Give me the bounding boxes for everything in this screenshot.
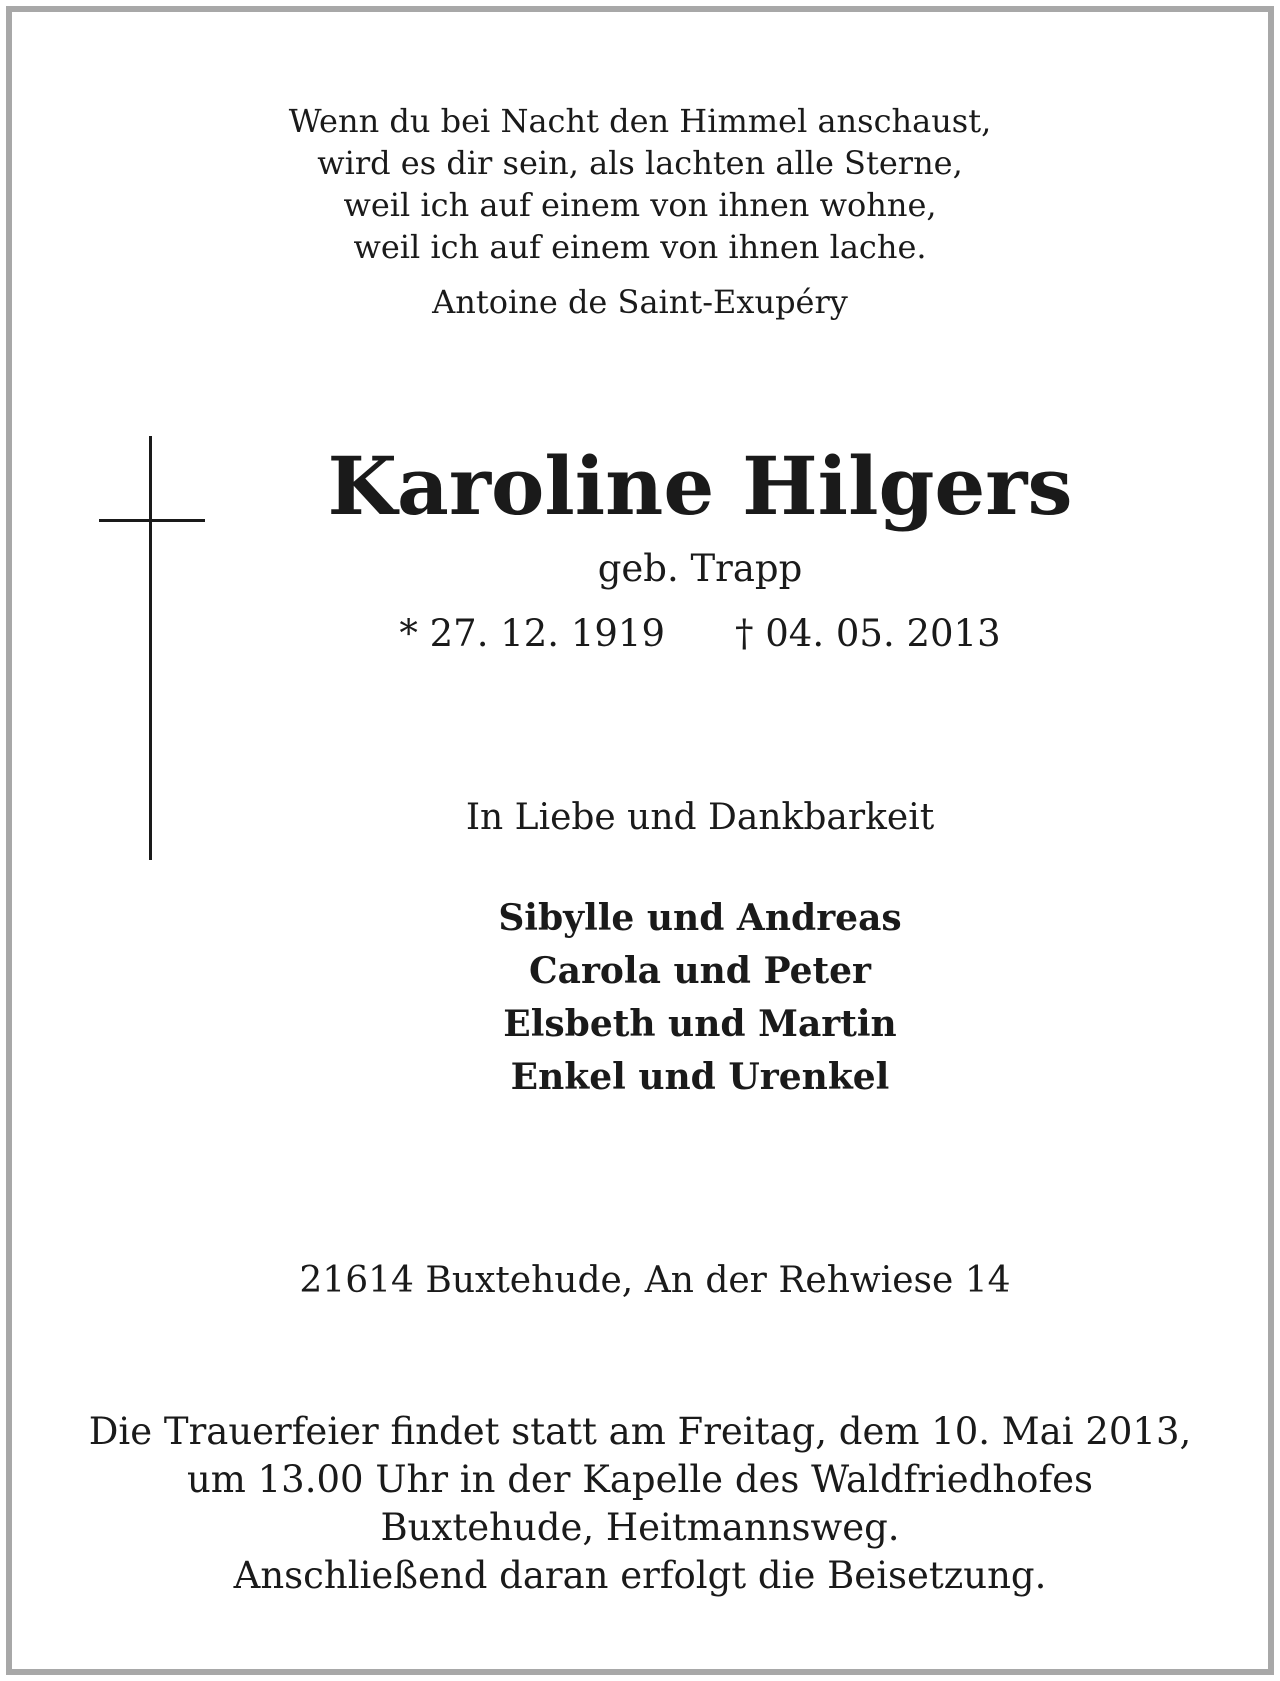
mourner: Elsbeth und Martin [503, 1003, 897, 1045]
poem-line: Wenn du bei Nacht den Himmel anschaust, [288, 102, 992, 140]
service-details [12, 1408, 1268, 1600]
service-line: Die Trauerfeier findet statt am Freitag, dem 10. Mai 2013, [88, 1410, 1192, 1453]
poem-line: weil ich auf einem von ihnen wohne, [343, 186, 937, 224]
poem-line: weil ich auf einem von ihnen lache. [353, 228, 927, 266]
poem-author: Antoine de Saint-Exupéry [432, 283, 848, 321]
obituary-notice [6, 6, 1274, 1675]
mourner: Sibylle und Andreas [498, 897, 902, 939]
death-date: † 04. 05. 2013 [735, 612, 1001, 655]
poem-line: wird es dir sein, als lachten alle Sterne, [317, 144, 963, 182]
life-dates [12, 612, 1268, 656]
thanks-line: In Liebe und Dankbarkeit [465, 797, 935, 838]
service-line: Buxtehude, Heitmannsweg. [380, 1506, 900, 1549]
mourner: Carola und Peter [528, 950, 872, 992]
address: 21614 Buxtehude, An der Rehwiese 14 [299, 1260, 1011, 1301]
maiden-name: geb. Trapp [597, 547, 803, 590]
birth-date: * 27. 12. 1919 [399, 612, 665, 655]
mourner: Enkel und Urenkel [510, 1056, 890, 1098]
mourners-list [12, 892, 1268, 1104]
service-line: Anschließend daran erfolgt die Beisetzung. [233, 1554, 1047, 1597]
service-line: um 13.00 Uhr in der Kapelle des Waldfriedhofes [186, 1458, 1094, 1501]
poem [12, 100, 1268, 268]
deceased-name: Karoline Hilgers [327, 439, 1073, 533]
